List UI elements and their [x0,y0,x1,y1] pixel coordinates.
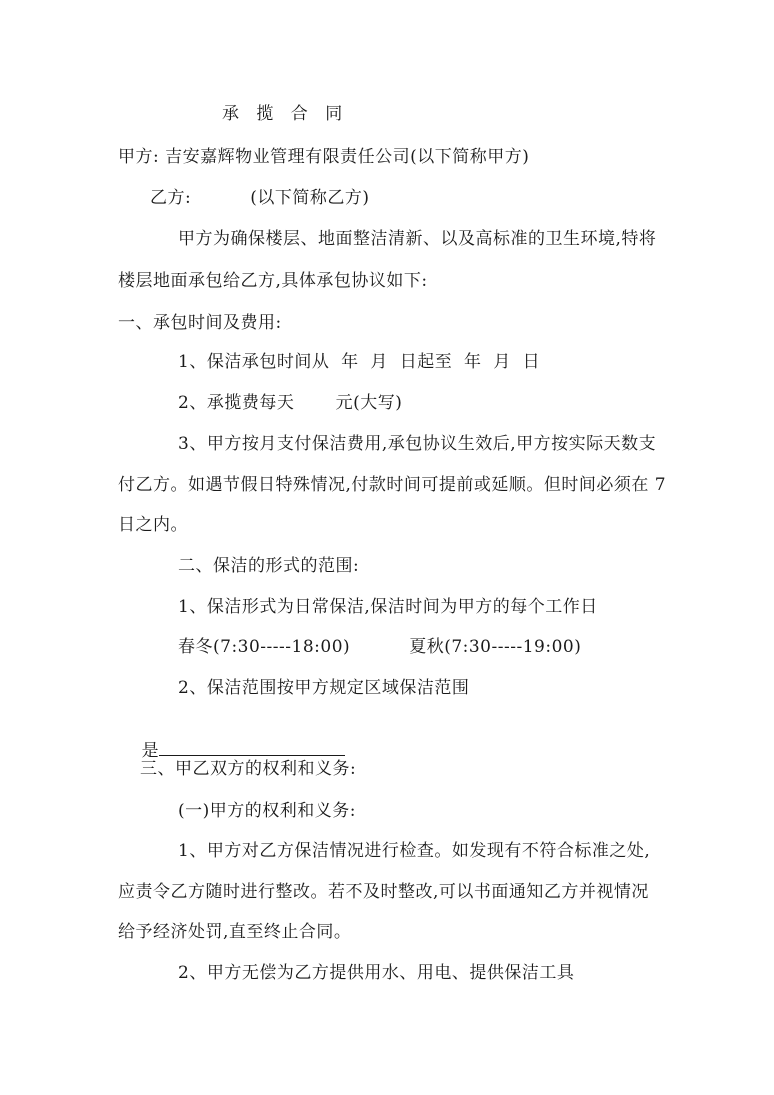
section-3-item-1-line-2: 应责令乙方随时进行整改。若不及时整改,可以书面通知乙方并视情况 [118,882,649,902]
section-1-item-2: 2、承揽费每天 元(大写) [178,393,403,413]
section-1-item-1: 1、保洁承包时间从 年 月 日起至 年 月 日 [178,352,541,372]
section-1-item-3-line-1: 3、甲方按月支付保洁费用,承包协议生效后,甲方按实际天数支 [178,434,657,454]
section-2-item-2: 2、保洁范围按甲方规定区域保洁范围 [178,678,470,698]
document-title: 承 揽 合 同 [222,104,349,124]
section-1-heading: 一、承包时间及费用: [118,313,282,333]
section-1-item-3-line-2: 付乙方。如遇节假日特殊情况,付款时间可提前或延顺。但时间必须在 7 [118,475,667,495]
section-2-item-2-tail-text: 是 [141,741,160,761]
section-3-heading: 三、甲乙双方的权利和义务: [140,759,357,779]
party-b-line: 乙方: (以下简称乙方) [150,188,370,208]
fill-in-blank-line [159,739,345,756]
section-3-item-1-line-1: 1、甲方对乙方保洁情况进行检查。如发现有不符合标准之处, [178,841,651,861]
intro-paragraph-line-2: 楼层地面承包给乙方,具体承包协议如下: [118,271,428,291]
section-1-item-3-line-3: 日之内。 [118,515,188,535]
section-3-item-1-line-3: 给予经济处罚,直至终止合同。 [118,922,352,942]
party-a-line: 甲方: 吉安嘉辉物业管理有限责任公司(以下简称甲方) [118,147,530,167]
section-2-heading: 二、保洁的形式的范围: [178,556,360,576]
section-2-item-1: 1、保洁形式为日常保洁,保洁时间为甲方的每个工作日 [178,597,598,617]
section-3-subheading-1: (一)甲方的权利和义务: [178,801,356,821]
section-2-hours: 春冬(7:30-----18:00) 夏秋(7:30-----19:00) [178,637,582,657]
intro-paragraph-line-1: 甲方为确保楼层、地面整洁清新、以及高标准的卫生环境,特将 [178,229,657,249]
section-3-item-2: 2、甲方无偿为乙方提供用水、用电、提供保洁工具 [178,963,575,983]
